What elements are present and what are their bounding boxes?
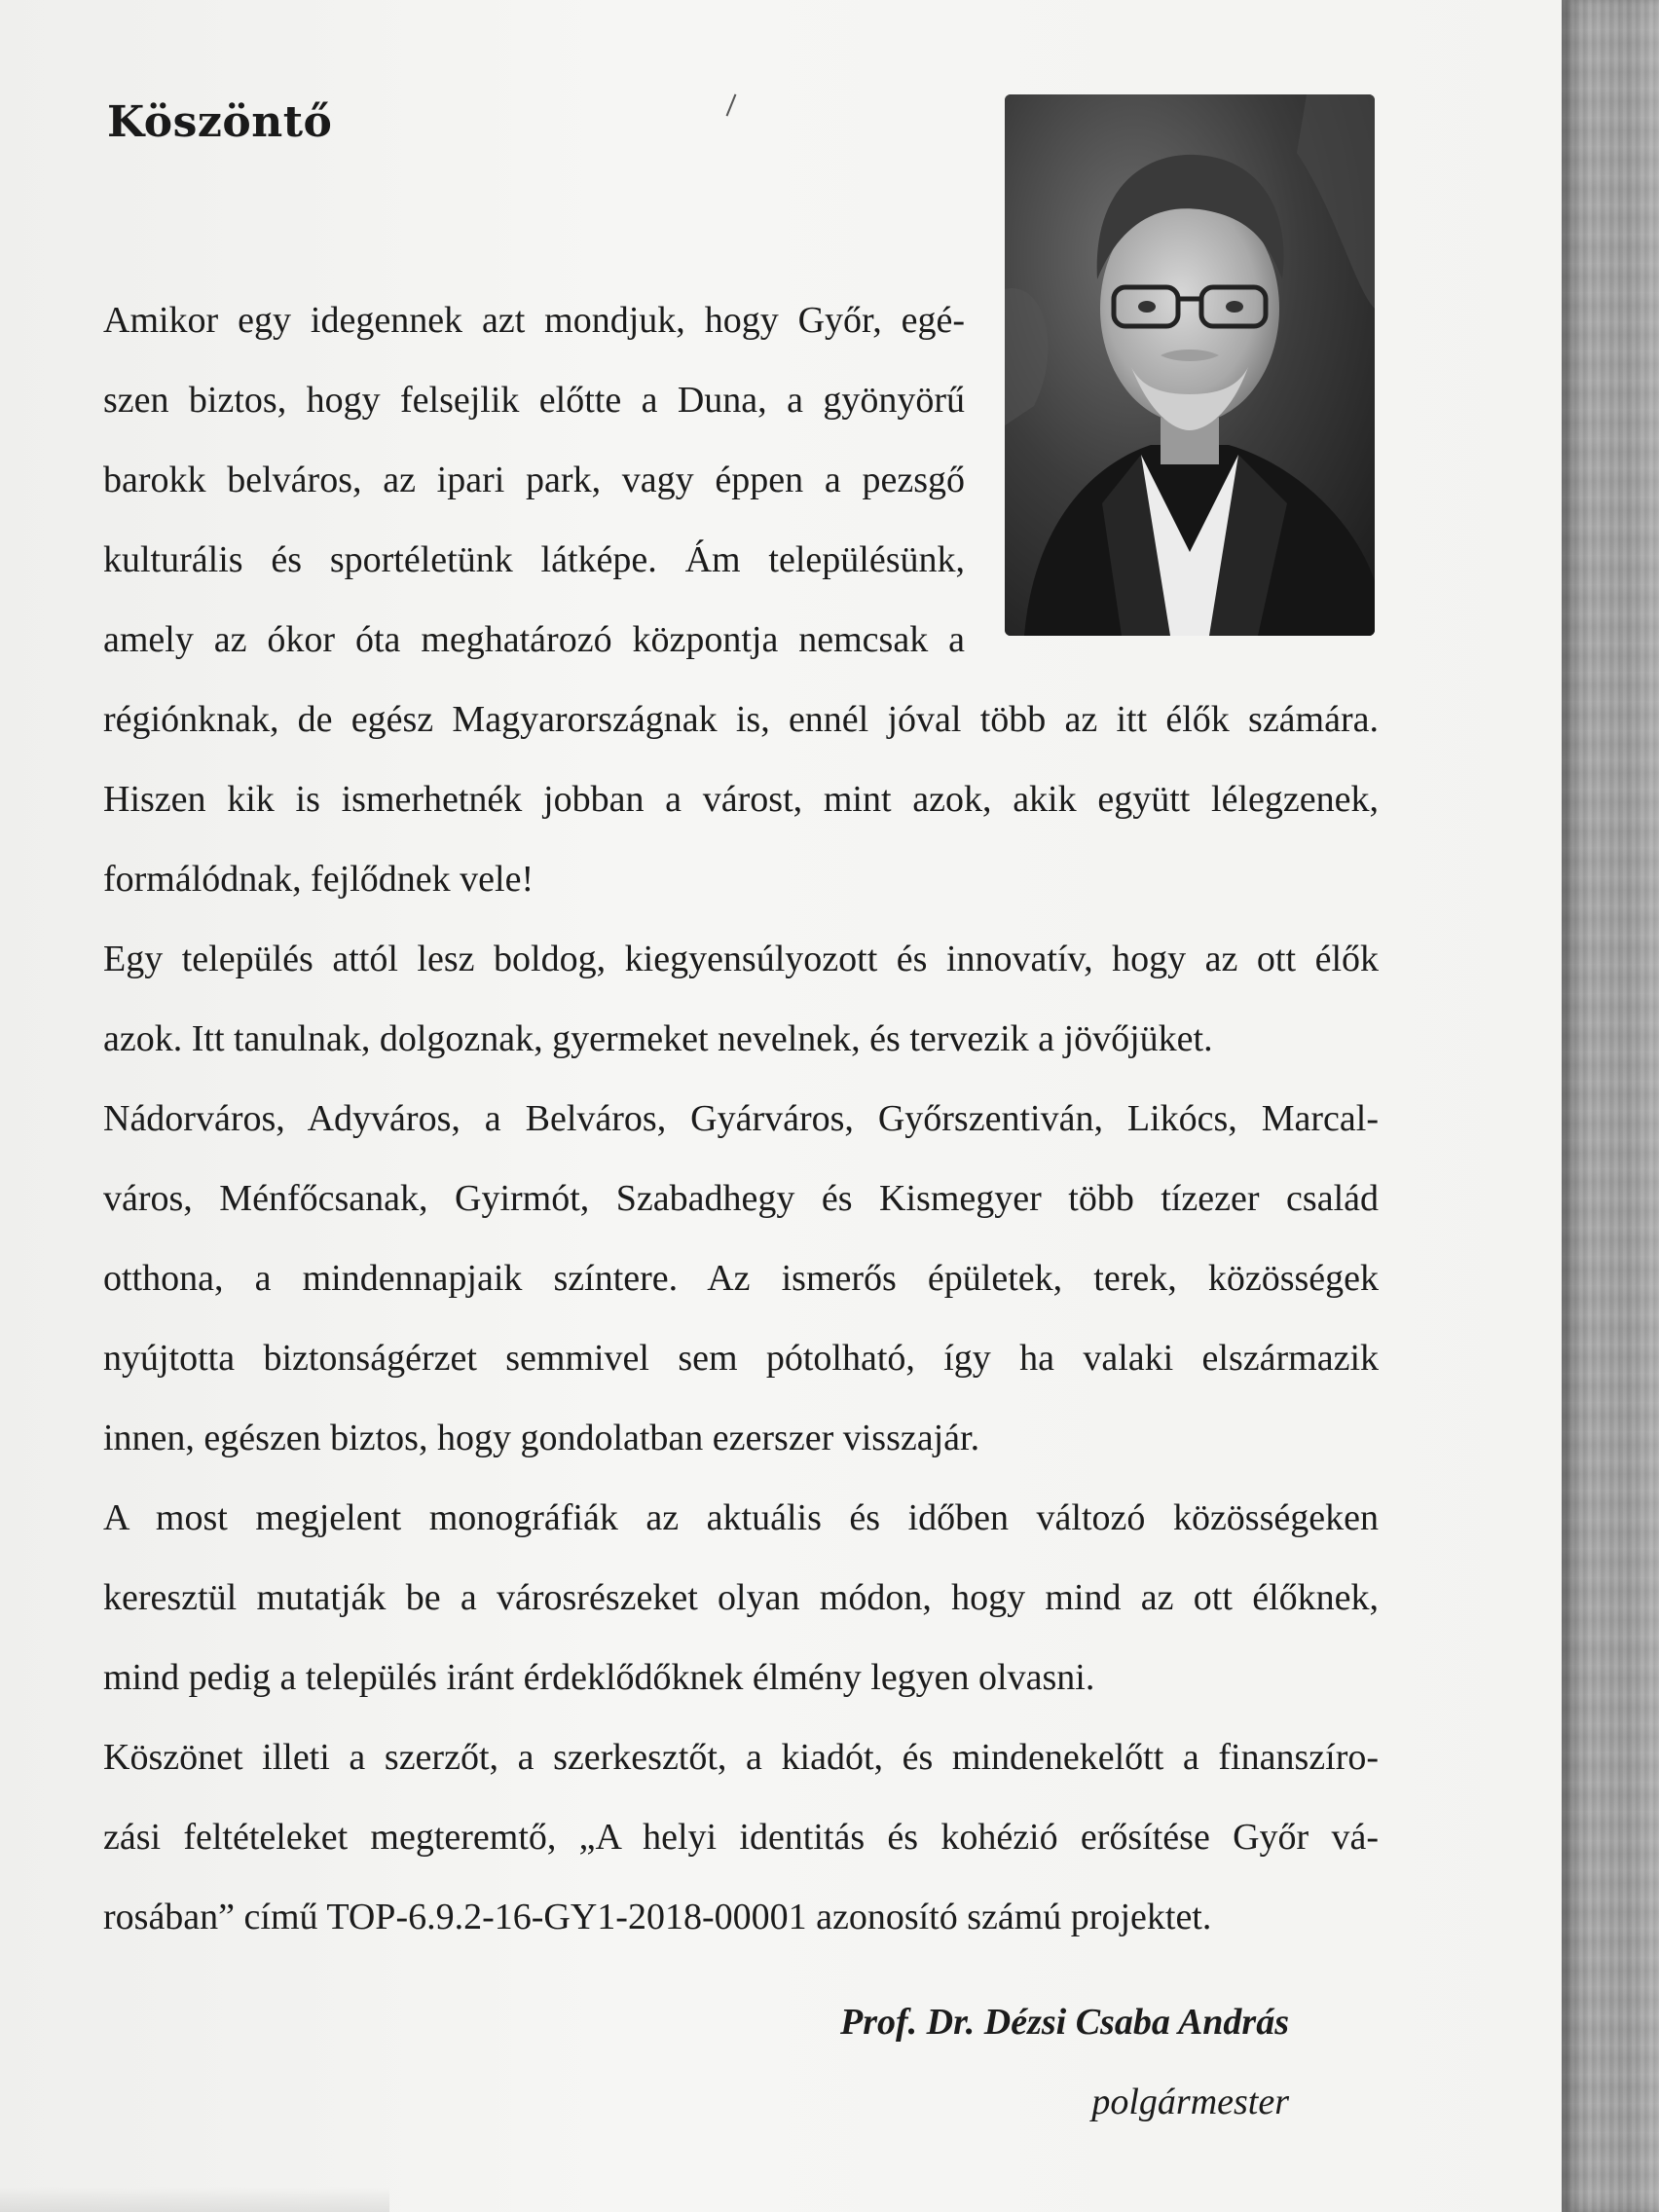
text-line: Nádorváros, Adyváros, a Belváros, Gyárváros, Győrszentiván, Likócs, Marcal- bbox=[103, 1098, 1379, 1139]
text-line: mind pedig a település iránt érdeklődőknek élmény legyen olvasni. bbox=[103, 1657, 1095, 1698]
bottom-shadow bbox=[0, 2187, 389, 2212]
page-title: Köszöntő bbox=[107, 97, 333, 147]
text-line: barokk belváros, az ipari park, vagy éppen a pezsgő bbox=[103, 460, 965, 500]
text-line: azok. Itt tanulnak, dolgoznak, gyermeket nevelnek, és tervezik a jövőjüket. bbox=[103, 1018, 1213, 1059]
body-text bbox=[103, 280, 1379, 1957]
text-line: régiónknak, de egész Magyarországnak is, ennél jóval több az itt élők számára. bbox=[103, 699, 1379, 740]
signature-name: Prof. Dr. Dézsi Csaba András bbox=[839, 2002, 1289, 2043]
text-line: keresztül mutatják be a városrészeket olyan módon, hogy mind az ott élőknek, bbox=[103, 1577, 1379, 1618]
text-line: város, Ménfőcsanak, Gyirmót, Szabadhegy és Kismegyer több tízezer család bbox=[103, 1178, 1379, 1219]
signature-role: polgármester bbox=[1091, 2082, 1289, 2122]
page-spine-edge bbox=[1562, 0, 1659, 2212]
text-line: zási feltételeket megteremtő, „A helyi identitás és kohézió erősítése Győr vá- bbox=[103, 1817, 1379, 1858]
text-line: amely az ókor óta meghatározó központja nemcsak a bbox=[103, 619, 965, 660]
text-line: innen, egészen biztos, hogy gondolatban ezerszer visszajár. bbox=[103, 1418, 980, 1458]
text-line: Hiszen kik is ismerhetnék jobban a várost, mint azok, akik együtt lélegzenek, bbox=[103, 779, 1379, 820]
text-line: rosában” című TOP-6.9.2-16-GY1-2018-00001 azonosító számú projektet. bbox=[103, 1897, 1212, 1937]
signature-block bbox=[840, 1982, 1289, 2142]
text-line: Egy település attól lesz boldog, kiegyensúlyozott és innovatív, hogy az ott élők bbox=[103, 939, 1379, 979]
text-line: A most megjelent monográfiák az aktuális és időben változó közösségeken bbox=[103, 1497, 1379, 1538]
text-line: nyújtotta biztonságérzet semmivel sem pótolható, így ha valaki elszármazik bbox=[103, 1338, 1379, 1379]
text-line: Köszönet illeti a szerzőt, a szerkesztőt, a kiadót, és mindenekelőtt a finanszíro- bbox=[103, 1737, 1379, 1778]
text-line: formálódnak, fejlődnek vele! bbox=[103, 859, 535, 900]
text-line: kulturális és sportéletünk látképe. Ám településünk, bbox=[103, 539, 965, 580]
text-line: Amikor egy idegennek azt mondjuk, hogy Győr, egé- bbox=[103, 300, 965, 341]
pen-mark bbox=[726, 93, 737, 116]
text-line: otthona, a mindennapjaik színtere. Az ismerős épületek, terek, közösségek bbox=[103, 1258, 1379, 1299]
text-line: szen biztos, hogy felsejlik előtte a Duna, a gyönyörű bbox=[103, 380, 965, 421]
